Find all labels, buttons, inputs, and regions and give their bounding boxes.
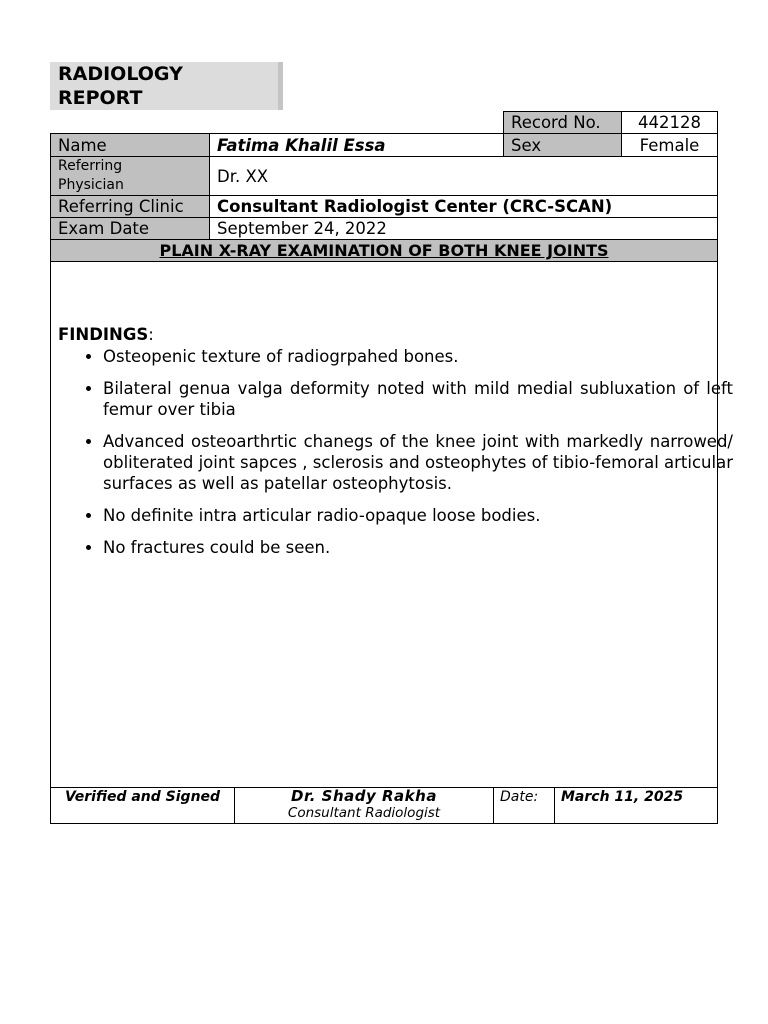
- doctor-name: Dr. Shady Rakha: [291, 787, 437, 805]
- findings-colon: :: [148, 325, 154, 344]
- report-title: [50, 62, 283, 110]
- findings-section: [50, 262, 733, 788]
- finding-item: • No fractures could be seen.: [103, 537, 733, 558]
- signature-date-value: March 11, 2025: [555, 788, 718, 824]
- exam-date-label: Exam Date: [50, 217, 210, 240]
- findings-list: [81, 346, 733, 569]
- signature-table: [50, 787, 718, 824]
- finding-item: • Bilateral genua valga deformity noted with mild medial subluxation of left femur over tibia: [103, 378, 733, 420]
- findings-heading: [58, 325, 154, 344]
- exam-title: PLAIN X-RAY EXAMINATION OF BOTH KNEE JOINTS: [50, 239, 718, 262]
- referring-physician-label-line-1: Referring: [58, 158, 123, 174]
- doctor-title: Consultant Radiologist: [287, 805, 441, 821]
- sex-label: Sex: [503, 133, 622, 157]
- referring-clinic-label: Referring Clinic: [50, 195, 210, 218]
- verified-signed-label: Verified and Signed: [51, 788, 235, 824]
- referring-physician-label: [50, 156, 210, 196]
- referring-clinic-value: Consultant Radiologist Center (CRC-SCAN): [209, 195, 718, 218]
- signature-date-label: Date:: [494, 788, 555, 824]
- signature-block: [235, 788, 494, 824]
- referring-physician-value: Dr. XX: [209, 156, 718, 196]
- finding-item: • No definite intra articular radio-opaque loose bodies.: [103, 505, 733, 526]
- finding-item: • Osteopenic texture of radiogrpahed bones.: [103, 346, 733, 367]
- sex-value: Female: [621, 133, 718, 157]
- patient-name-value: Fatima Khalil Essa: [209, 133, 504, 157]
- referring-physician-label-line-2: Physician: [58, 177, 124, 193]
- name-label: Name: [50, 133, 210, 157]
- findings-label: FINDINGS: [58, 325, 149, 344]
- exam-date-value: September 24, 2022: [209, 217, 718, 240]
- record-number-value: 442128: [621, 111, 718, 134]
- record-number-label: Record No.: [503, 111, 622, 134]
- report-title-line-1: RADIOLOGY: [58, 63, 183, 85]
- finding-item: • Advanced osteoarthrtic chanegs of the knee joint with markedly narrowed/ obliterated joint sapces , sclerosis and osteophytes of tibio-femoral articular surfaces as well as patellar osteophytosis.: [103, 431, 733, 494]
- report-title-line-2: REPORT: [58, 87, 143, 109]
